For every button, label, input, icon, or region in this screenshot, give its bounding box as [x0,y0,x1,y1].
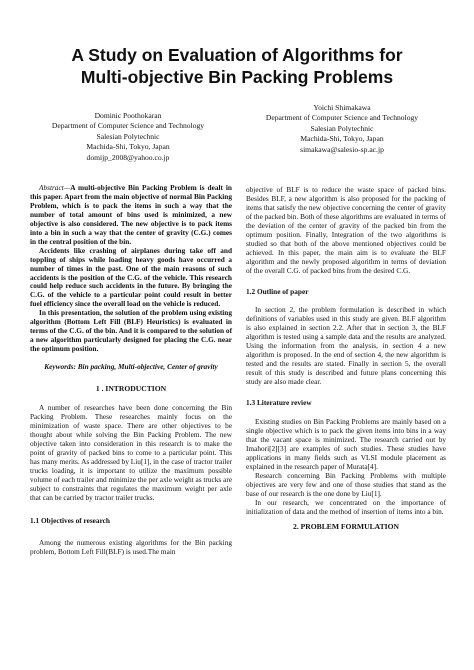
outline-paragraph-1: In section 2, the problem formulation is described in which definitions of variables used in this study are given. BLF algorithm is also explained in section 2.2. After that in section 3, the BLF algorithm is tested using a sample data and the results are analyzed. Using the information from the analysis, in section 4 a new algorithm is proposed. In the end of section 4, the new algorithm is tested and the results are stated. Finally in section 5, the overall result of this study is described and future plans concerning this study are also made clear. [246,305,446,387]
abstract-text-1: A multi-objective Bin Packing Problem is dealt in this paper. Apart from the main objective of normal Bin Packing Problem, which is to pack the items in such a way that the number of total amount of bins used is minimized, a new objective is also considered. The new objective is to pack items into a bin in such a way that the center of gravity (C.G.) comes in the central position of the bin. [30,183,232,246]
literature-paragraph-2: Research concerning Bin Packing Problems with multiple objectives are very few and one of those studies that stand as the base of our research is the one done by Liu[1]. [246,470,446,498]
abstract-paragraph-1 [30,184,232,247]
abstract [30,184,232,354]
subsection-1-3-heading: 1.3 Literature review [246,398,312,408]
right-column [246,186,446,531]
objectives-paragraph-1: Among the numerous existing algorithms for the Bin packing problem, Bottom Left Fill(BLF) is used.The main [30,538,232,557]
author2-dept: Department of Computer Science and Technology [265,113,419,123]
title-line-2: Multi-objective Bin Packing Problems [80,67,394,87]
keywords: Keywords: Bin packing, Multi-objective, Center of gravity [44,362,218,372]
author2-location: Machida-Shi, Tokyo, Japan [300,134,384,144]
literature-paragraph-1: Existing studies on Bin Packing Problems are mainly based on a single objective which is to pack the given items into bins in a way that the vacant space is minimized. The research carried out by Imahori[2][3] are examples of such studies. These studies have applications in many fields such as VLSI module placement as explained in the research paper of Murata[4]. [246,417,446,471]
abstract-paragraph-3: In this presentation, the solution of the problem using existing algorithm (Bottom Left Fill (BLF) Heuristics) is evaluated in terms of the C.G. of the bin. And it is compared to the solution of a new algorithm particularly designed for placing the C.G. near the optimum position. [30,308,232,354]
author1-name: Dominic Poothokaran [94,111,162,120]
author1-dept: Department of Computer Science and Technology [51,121,205,131]
subsection-1-2-heading: 1.2 Outline of paper [246,286,309,296]
abstract-lead: Abstract— [39,183,71,192]
intro-paragraph-1: A number of researches have been done concerning the Bin Packing Problem. These researches mainly focus on the minimization of waste space. There are other objectives to be thought about while solving the Bin Packing Problem. The new objective taken into consideration in this research is to make the point of gravity of packed bins to come to a particular point. This has many merits. As addressed by Liu[1], in the case of tractor trailer trucks loading, it is important to utilize the maximum possible volume of each trailer and minimize the per axle weight as trucks are subject to constraints that regulates the maximum weight per axle that can be carried by tractor trailer trucks. [30,403,232,502]
author2-org: Salesian Polytechnic [310,123,374,133]
author-block-1 [28,111,228,163]
paper-title [0,44,474,88]
left-column [30,184,232,557]
section-2-heading: 2. PROBLEM FORMULATION [293,521,399,531]
abstract-paragraph-2: Accidents like crashing of airplanes during take off and toppling of ships while loading heavy goods have occurred a number of times in the past. One of the main reasons of such accidents is the position of the C.G. of the vehicle. This research could help reduce such accidents in the future. By bringing the C.G. of the vehicle to a particular point could result in better fuel efficiency since the overall load on the vehicle is reduced. [30,245,232,309]
author-block-2 [242,103,442,155]
author1-email: domijp_2008@yahoo.co.jp [86,152,170,162]
author1-location: Machida-Shi, Tokyo, Japan [86,142,170,152]
literature-paragraph-3: In our research, we concentrated on the importance of initialization of data and the method of insertion of items into a bin. [246,497,446,516]
subsection-1-1-heading: 1.1 Objectives of research [30,515,110,525]
author1-org: Salesian Polytechnic [96,131,160,141]
title-line-1: A Study on Evaluation of Algorithms for [71,45,403,65]
author2-email: simakawa@salesio-sp.ac.jp [300,144,384,154]
section-1-heading: 1 . INTRODUCTION [95,384,167,394]
objectives-paragraph-continued: objective of BLF is to reduce the waste space of packed bins. Besides BLF, a new algorithm is also proposed for the packing of items that satisfy the new objective concerning the center of gravity of the packed bin. Both of these algorithms are evaluated in terms of the deviation of the center of gravity of the packed bin from the optimum position. Finally, Integration of the two algorithms is studied so that both of the above mentioned objectives could be achieved. In this paper, the main aim is to evaluate the BLF algorithm and the newly proposed algorithm in terms of deviation of the overall C.G. of packed bins from the desired C.G. [246,185,446,275]
author2-name: Yoichi Shimakawa [313,103,371,112]
